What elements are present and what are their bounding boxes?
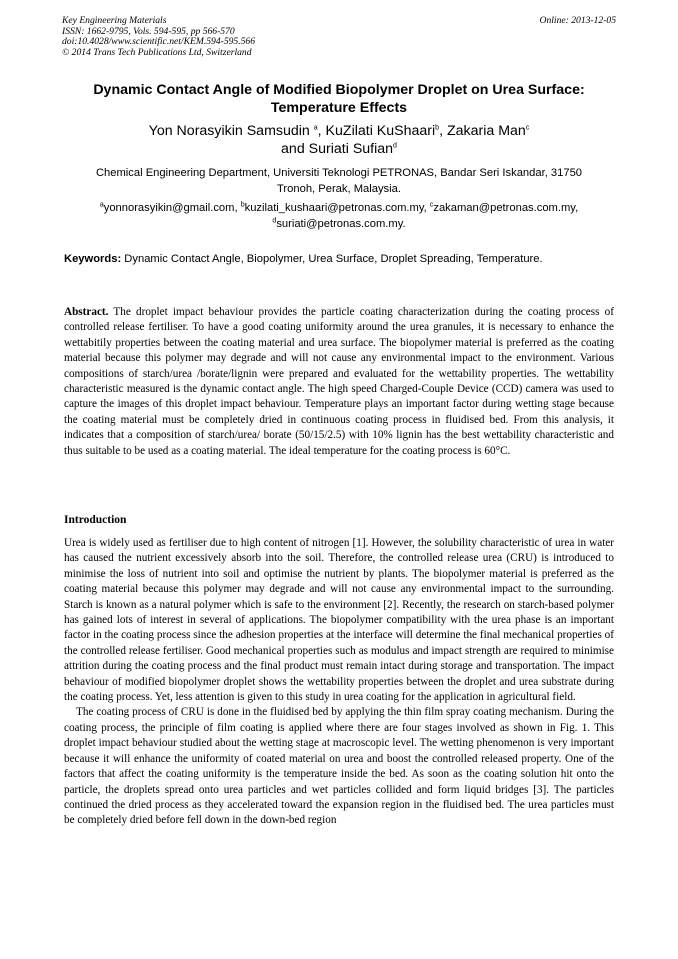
author-2-mark: b bbox=[435, 124, 440, 132]
email-a-mark: a bbox=[99, 201, 104, 209]
journal-header bbox=[62, 16, 255, 58]
affiliation bbox=[58, 165, 620, 197]
keywords bbox=[64, 252, 614, 267]
email-d-mark: d bbox=[272, 217, 277, 225]
author-list bbox=[50, 122, 628, 158]
author-1-mark: a bbox=[313, 124, 318, 132]
keywords-text: Dynamic Contact Angle, Biopolymer, Urea Surface, Droplet Spreading, Temperature. bbox=[121, 253, 543, 265]
authors-line-1 bbox=[50, 122, 628, 140]
keywords-label: Keywords: bbox=[64, 253, 122, 265]
intro-paragraph-1: Urea is widely used as fertiliser due to high content of nitrogen [1]. However, the solubility characteristic of urea in water has caused the nutrient excessively absorb into the soil. Therefore, the controlled release urea (CRU) is introduced to minimise the loss of nutrient into soil and optimise the nutrient by plants. The biopolymer material is preferred as the coating material because this polymer may degrade and will not cause any environmental impact to the surrounding. Starch is known as a natural polymer which is safe to the environment [2]. Recently, the research on starch-based polymer has gained lots of interest in several of applications. The biopolymer compatibility with the urea phase is an important factor in the coating process since the adhesion properties at the interface will determine the final mechanical properties of the controlled release fertiliser. Good mechanical properties such as modulus and impact strength are required to minimise attrition during the coating process and the final product must remain intact during storage and transportation. The impact behaviour of modified biopolymer droplet shows the wettability properties between the droplet and urea substrate during the coating process. Yet, less attention is given to this study in urea coating for the application in agricultural field. bbox=[64, 537, 614, 704]
intro-paragraph-2: The coating process of CRU is done in the fluidised bed by applying the thin film spray coating mechanism. During the coating process, the principle of film coating is applied where there are four stages involved as shown in Fig. 1. This droplet impact behaviour studied about the wetting stage at macroscopic level. The wetting phenomenon is very important because it will enhance the uniformity of coated material on urea and boost the controlled released property. One of the factors that affect the coating uniformity is the temperature inside the bed. As soon as the coating solution hit onto the particle, the droplets spread onto urea particles and wet particles collided and form liquid bridges [3]. The particles continued the dried process as they accelerated toward the expansion region in the fluidised bed. The urea particles must be completely dried before fell down in the down-bed region bbox=[64, 706, 614, 827]
author-2: , KuZilati KuShaari bbox=[317, 123, 436, 139]
title-line-2: Temperature Effects bbox=[270, 100, 408, 116]
email-b: kuzilati_kushaari@petronas.com.my, bbox=[244, 202, 430, 214]
author-3: , Zakaria Man bbox=[439, 123, 526, 139]
title-line-1: Dynamic Contact Angle of Modified Biopolymer Droplet on Urea Surface: bbox=[93, 82, 585, 98]
author-1: Yon Norasyikin Samsudin bbox=[148, 123, 314, 139]
email-c-mark: c bbox=[429, 201, 434, 209]
abstract-label: Abstract. bbox=[64, 306, 109, 318]
copyright-line: © 2014 Trans Tech Publications Ltd, Switzerland bbox=[62, 46, 252, 58]
authors-line-2 bbox=[50, 140, 628, 158]
abstract-text: The droplet impact behaviour provides the particle coating characterization during the coating process of controlled release fertiliser. To have a good coating uniformity around the urea granules, it is necessary to enhance the wettabitily properties between the coating material and urea surface. The biopolymer material is preferred as the coating material because this polymer may degrade and will not cause any environmental impact to the environment. Various compositions of starch/urea /borate/lignin were prepared and evaluated for the wettability properties. The wettability characteristic measured is the dynamic contact angle. The high speed Charged-Couple Device (CCD) camera was used to capture the images of this droplet impact behaviour. Temperature plays an important factor during wetting stage because the coating material must be completely dried in continuous coating process in fluidised bed. From this analysis, it indicates that a composition of starch/urea/ borate (50/15/2.5) with 10% lignin has the best wettability characteristic and thus suitable to be used as a coating material. The ideal temperature for the coating process is 60°C. bbox=[64, 306, 614, 457]
author-3-mark: c bbox=[525, 124, 530, 132]
journal-name: Key Engineering Materials bbox=[62, 15, 167, 26]
author-4: and Suriati Sufian bbox=[281, 141, 394, 157]
online-date: Online: 2013-12-05 bbox=[539, 15, 616, 26]
paper-title bbox=[50, 81, 628, 117]
email-d: suriati@petronas.com.my. bbox=[276, 218, 406, 230]
email-a: yonnorasyikin@gmail.com, bbox=[103, 202, 241, 214]
emails-line-1 bbox=[58, 200, 620, 216]
section-heading-introduction: Introduction bbox=[64, 514, 127, 526]
author-4-mark: d bbox=[393, 142, 397, 150]
email-b-mark: b bbox=[240, 201, 245, 209]
affiliation-line-1: Chemical Engineering Department, Universiti Teknologi PETRONAS, Bandar Seri Iskandar, 31750 bbox=[95, 167, 583, 179]
doi-line: doi:10.4028/www.scientific.net/KEM.594-595.566 bbox=[62, 36, 256, 48]
affiliation-line-2: Tronoh, Perak, Malaysia. bbox=[277, 183, 401, 195]
issn-line: ISSN: 1662-9795, Vols. 594-595, pp 566-570 bbox=[62, 25, 235, 37]
abstract bbox=[64, 305, 614, 459]
introduction-body bbox=[64, 536, 614, 829]
emails-line-2 bbox=[58, 216, 620, 232]
author-emails bbox=[58, 200, 620, 232]
email-c: zakaman@petronas.com.my, bbox=[433, 202, 579, 214]
